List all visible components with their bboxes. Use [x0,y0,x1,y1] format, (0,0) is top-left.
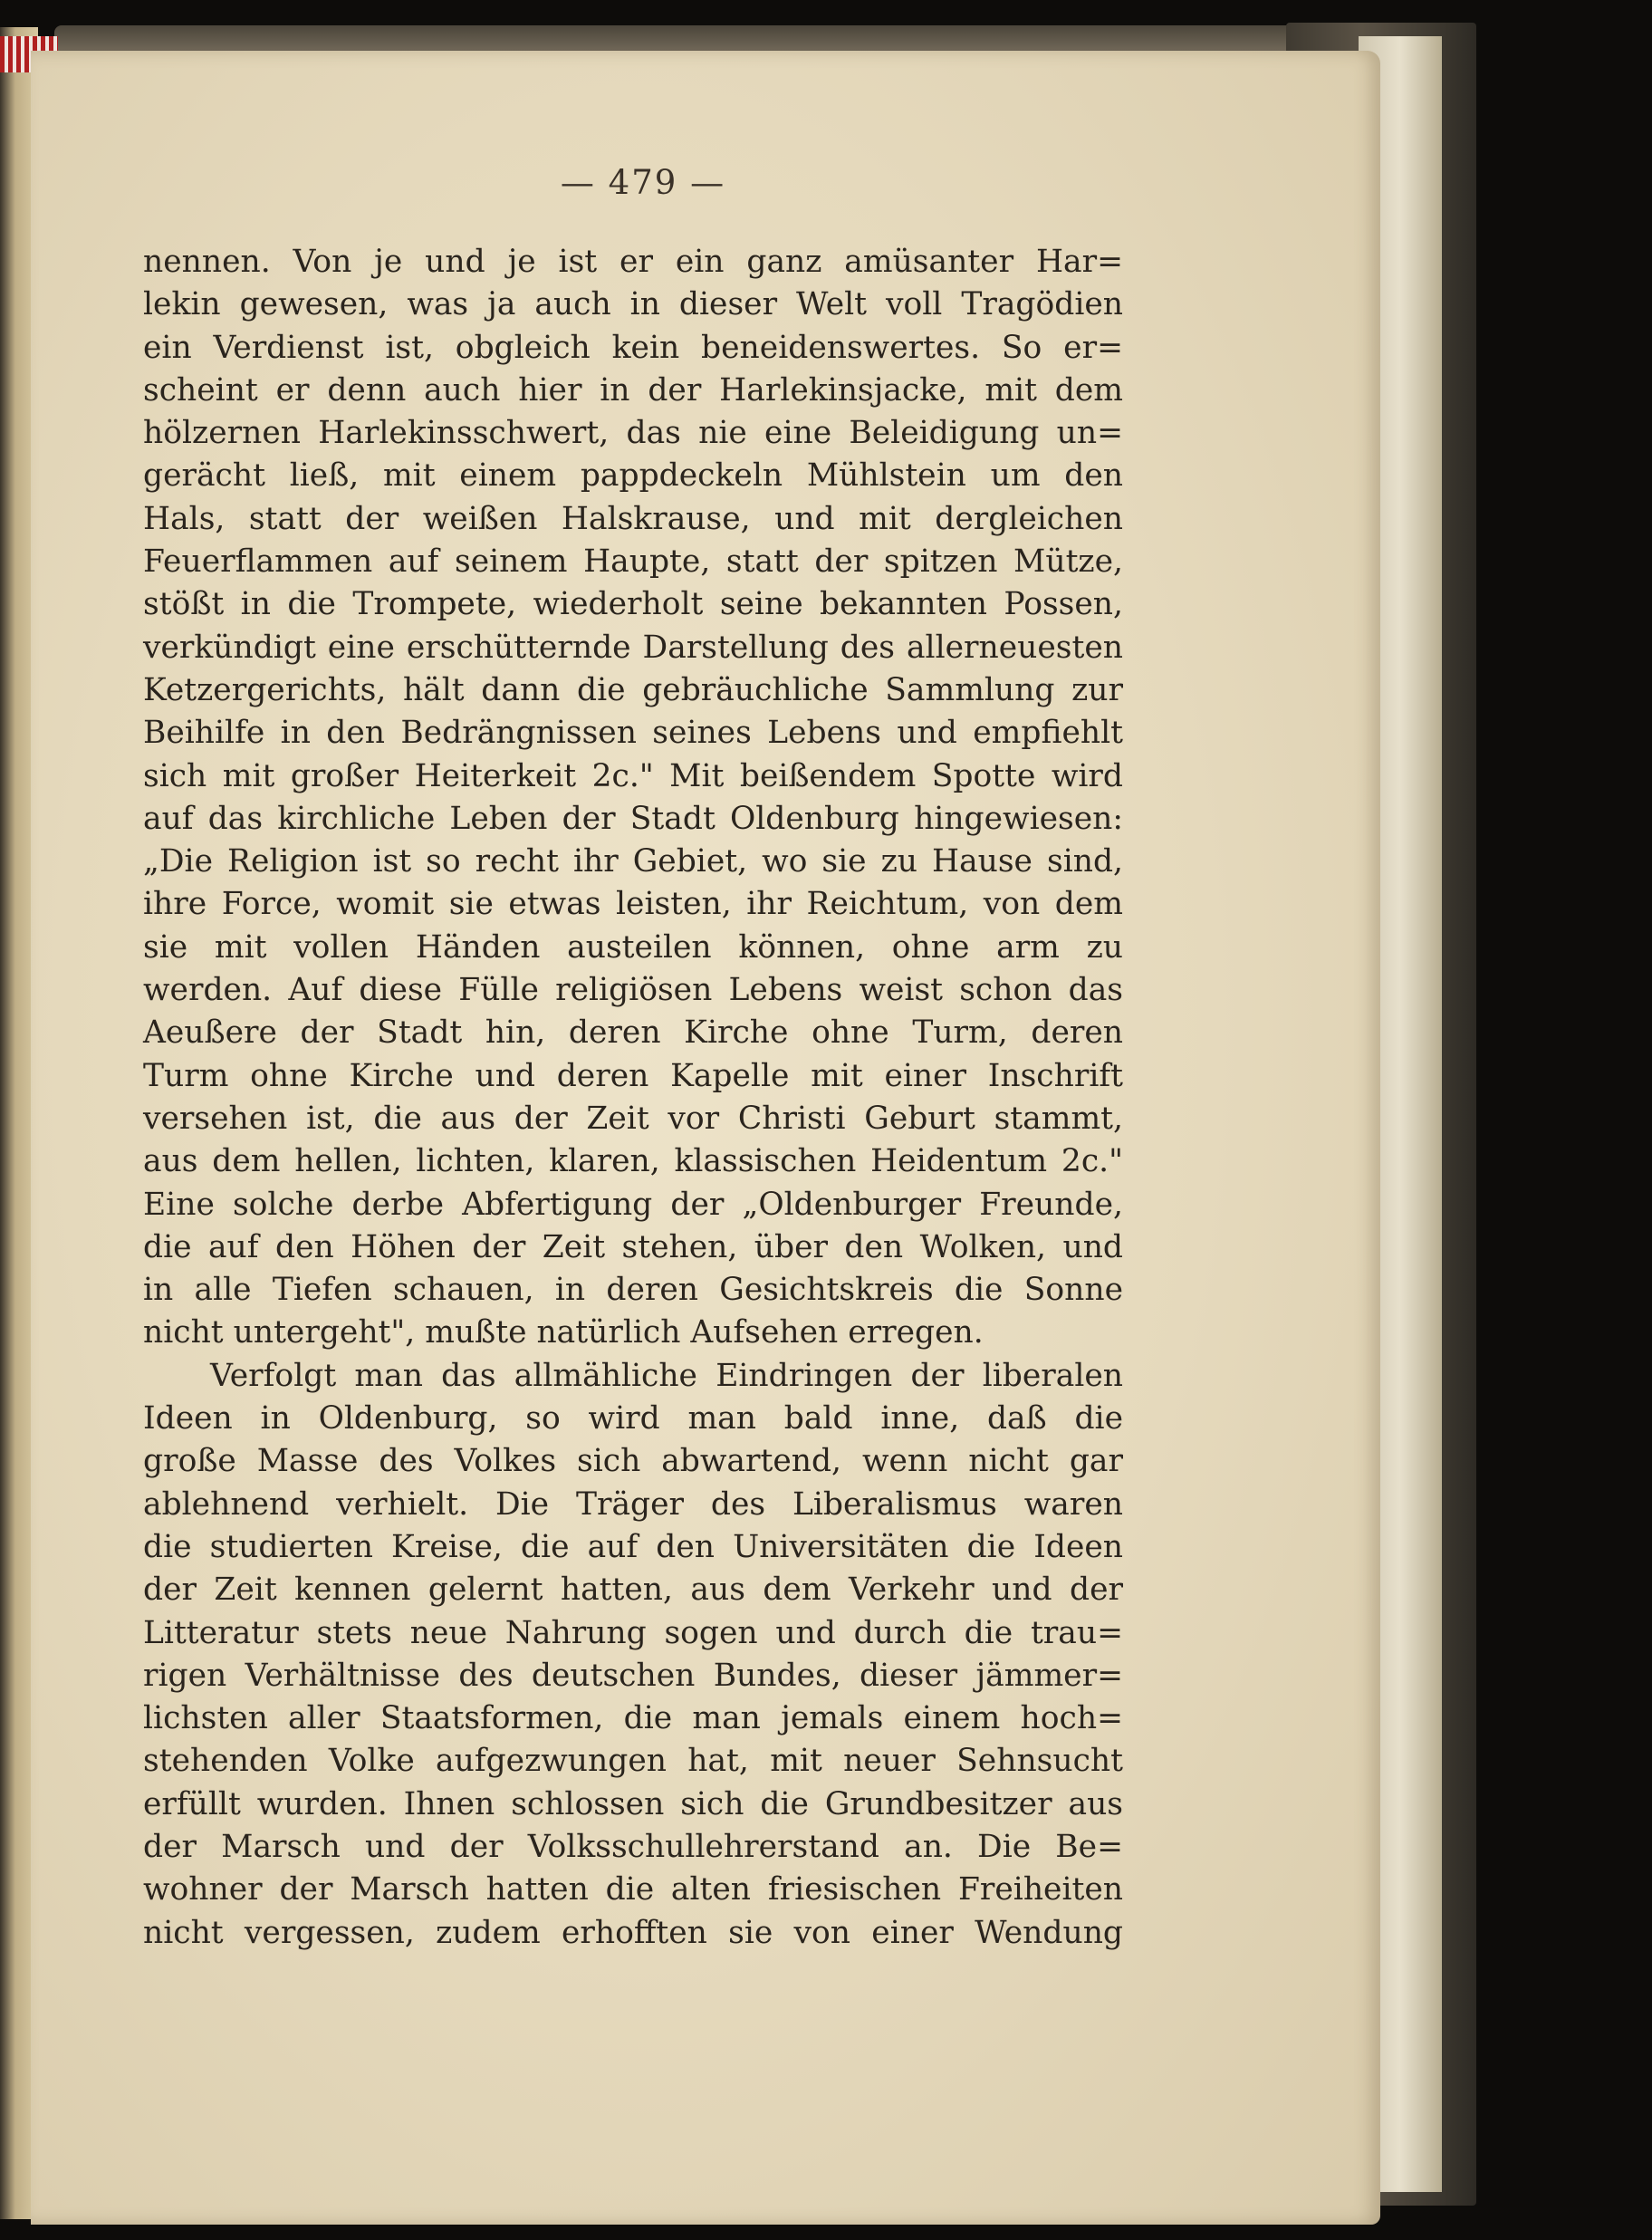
text-line: scheint er denn auch hier in der Harlekinsjacke, mit dem [143,371,1123,409]
text-line: der Zeit kennen gelernt hatten, aus dem Verkehr und der [143,1572,1123,1609]
text-line: Eine solche derbe Abfertigung der „Oldenburger Freunde, [143,1186,1123,1223]
text-line: stehenden Volke aufgezwungen hat, mit neuer Sehnsucht [143,1743,1123,1780]
text-line: rigen Verhältnisse des deutschen Bundes, dieser jämmer= [143,1657,1123,1694]
text-line: ihre Force, womit sie etwas leisten, ihr Reichtum, von dem [143,886,1123,923]
text-line: Litteratur stets neue Nahrung sogen und durch die trau= [143,1614,1123,1651]
text-line: lichsten aller Staatsformen, die man jemals einem hoch= [143,1700,1123,1737]
text-line: in alle Tiefen schauen, in deren Gesichtskreis die Sonne [143,1272,1123,1309]
text-line: ein Verdienst ist, obgleich kein beneidenswertes. So er= [143,329,1123,366]
paragraph-start-line: Verfolgt man das allmähliche Eindringen der liberalen [210,1357,1123,1394]
text-line: Beihilfe in den Bedrängnissen seines Lebens und empfiehlt [143,715,1123,752]
text-line: Turm ohne Kirche und deren Kapelle mit einer Inschrift [143,1057,1123,1094]
page-number: — 479 — [560,163,726,202]
text-line: hölzernen Harlekinsschwert, das nie eine Beleidigung un= [143,415,1123,452]
text-line: „Die Religion ist so recht ihr Gebiet, wo sie zu Hause sind, [143,843,1123,880]
text-line: stößt in die Trompete, wiederholt seine bekannten Possen, [143,586,1123,623]
text-line: wohner der Marsch hatten die alten friesischen Freiheiten [143,1871,1123,1908]
text-line: Hals, statt der weißen Halskrause, und mit dergleichen [143,500,1123,537]
paragraph-end-line: nicht untergeht", mußte natürlich Aufsehen erregen. [143,1314,984,1351]
text-line: Ideen in Oldenburg, so wird man bald inne, daß die [143,1400,1123,1437]
text-line: lekin gewesen, was ja auch in dieser Welt voll Tragödien [143,286,1123,323]
text-line: aus dem hellen, lichten, klaren, klassischen Heidentum 2c." [143,1143,1123,1180]
text-line: sich mit großer Heiterkeit 2c." Mit beißendem Spotte wird [143,757,1123,794]
text-line: große Masse des Volkes sich abwartend, wenn nicht gar [143,1443,1123,1480]
text-line: auf das kirchliche Leben der Stadt Oldenburg hingewiesen: [143,800,1123,837]
text-line: versehen ist, die aus der Zeit vor Christi Geburt stammt, [143,1100,1123,1137]
body-text [143,241,1123,1955]
text-line: die auf den Höhen der Zeit stehen, über den Wolken, und [143,1228,1123,1265]
text-line: werden. Auf diese Fülle religiösen Lebens weist schon das [143,972,1123,1009]
text-line: der Marsch und der Volksschullehrerstand an. Die Be= [143,1828,1123,1865]
text-line: Feuerflammen auf seinem Haupte, statt der spitzen Mütze, [143,543,1123,581]
text-line: Aeußere der Stadt hin, deren Kirche ohne Turm, deren [143,1014,1123,1052]
text-line: nennen. Von je und je ist er ein ganz amüsanter Har= [143,244,1123,280]
text-line: gerächt ließ, mit einem pappdeckeln Mühlstein um den [143,457,1123,495]
text-line: nicht vergessen, zudem erhofften sie von einer Wendung [143,1914,1123,1951]
text-line: die studierten Kreise, die auf den Universitäten die Ideen [143,1528,1123,1565]
text-line: erfüllt wurden. Ihnen schlossen sich die Grundbesitzer aus [143,1785,1123,1822]
text-line: ablehnend verhielt. Die Träger des Liberalismus waren [143,1485,1123,1523]
text-line: sie mit vollen Händen austeilen können, ohne arm zu [143,928,1123,966]
text-line: verkündigt eine erschütternde Darstellung des allerneuesten [143,629,1123,666]
text-line: Ketzergerichts, hält dann die gebräuchliche Sammlung zur [143,671,1123,708]
